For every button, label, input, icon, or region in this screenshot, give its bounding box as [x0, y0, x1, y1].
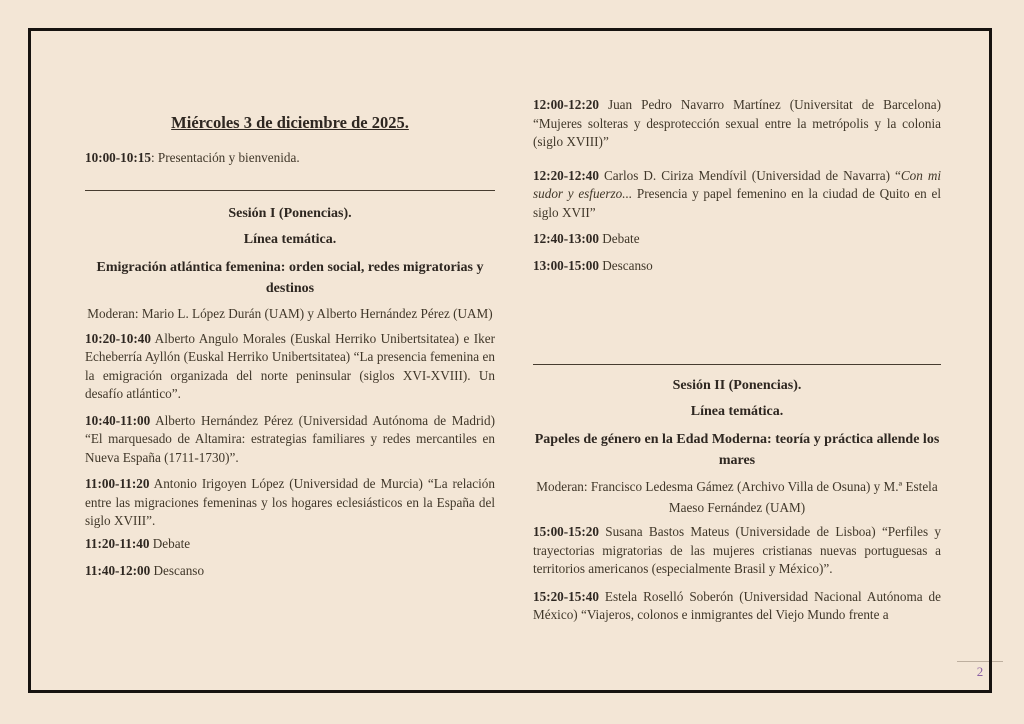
program-entry: [85, 562, 495, 581]
entry-text: Antonio Irigoyen López (Universidad de Murcia) “La relación entre las migraciones femeninas y los hogares eclesiásticos en la España del siglo XVIII”.: [85, 476, 495, 528]
page-number-block: [957, 661, 1003, 680]
session-theme: Papeles de género en la Edad Moderna: teoría y práctica allende los mares: [534, 432, 940, 468]
entry-text: Carlos D. Ciriza Mendívil (Universidad de Navarra) “: [598, 167, 901, 183]
entry-time: 12:00-12:20: [533, 97, 599, 112]
session-title: Sesión I (Ponencias).: [228, 205, 352, 221]
left-column: [85, 0, 495, 581]
program-entry: [85, 149, 495, 168]
entry-text: Debate: [598, 231, 640, 246]
program-entry: [533, 230, 941, 249]
entry-text: Descanso: [598, 257, 653, 273]
session-subtitle: Línea temática.: [690, 404, 784, 419]
entry-text: Alberto Angulo Morales (Euskal Herriko Unibertsitatea) e Iker Echeberría Ayllón (Euskal Herriko Unibertsitatea) “La presencia femenina en la emigración organizada del norte peninsular (siglos XVI-XVIII). Un desafío atlántico”.: [85, 330, 495, 401]
entry-text: Juan Pedro Navarro Martínez (Universitat de Barcelona) “Mujeres solteras y desprotección sexual entre la metrópolis y la colonia (siglo XVIII)”: [533, 97, 941, 149]
entry-time: 12:20-12:40: [533, 167, 599, 183]
session-theme: Emigración atlántica femenina: orden social, redes migratorias y destinos: [96, 259, 484, 296]
session-title: Sesión II (Ponencias).: [672, 378, 802, 393]
program-entry: [85, 475, 495, 531]
session-moderators: Moderan: Mario L. López Durán (UAM) y Alberto Hernández Pérez (UAM): [87, 305, 493, 321]
entry-paper-title-italic: Con mi sudor y esfuerzo...: [533, 167, 942, 201]
program-entry: [85, 330, 495, 404]
program-entry: [533, 257, 941, 276]
entry-text: Alberto Hernández Pérez (Universidad Autónoma de Madrid) “El marquesado de Altamira: estrategias familiares y redes mercantiles en Nueva España (1711-1730)”.: [85, 412, 495, 465]
page-number: 2: [976, 664, 984, 679]
entry-time: 10:00-10:15: [85, 150, 151, 165]
session-subtitle: Línea temática.: [243, 231, 337, 247]
entry-time: 15:00-15:20: [533, 524, 599, 539]
program-entry: [533, 96, 941, 152]
entry-time: 10:20-10:40: [85, 330, 151, 346]
entry-text: Estela Roselló Soberón (Universidad Nacional Autónoma de México) “Viajeros, colonos e inmigrantes del Viejo Mundo frente a: [533, 588, 941, 622]
section-divider: [533, 364, 941, 365]
entry-time: 11:00-11:20: [85, 476, 150, 491]
program-entry: [85, 535, 495, 554]
page-number-rule: [957, 661, 1003, 662]
right-column: [533, 0, 941, 625]
entry-time: 12:40-13:00: [533, 231, 599, 246]
entry-time: 13:00-15:00: [533, 257, 599, 273]
entry-text: : Presentación y bienvenida.: [150, 150, 300, 165]
program-entry: [85, 412, 495, 468]
entry-time: 15:20-15:40: [533, 588, 599, 604]
program-entry: [533, 167, 941, 223]
program-entry: [533, 588, 941, 625]
entry-time: 11:40-12:00: [85, 563, 151, 578]
entry-text: Debate: [149, 535, 191, 551]
program-entry: [533, 523, 941, 579]
section-divider: [85, 190, 495, 191]
entry-text: Susana Bastos Mateus (Universidade de Lisboa) “Perfiles y trayectorias migratorias de las mujeres cristianas nuevas portuguesas a territorios americanos (especialmente Brasil y México)”.: [533, 524, 941, 576]
entry-time: 10:40-11:00: [85, 412, 151, 428]
entry-text: Presencia y papel femenino en la ciudad de Quito en el siglo XVII”: [533, 186, 942, 220]
entry-time: 11:20-11:40: [85, 535, 150, 551]
entry-text: Descanso: [150, 563, 205, 578]
session-moderators: Moderan: Francisco Ledesma Gámez (Archivo Villa de Osuna) y M.ª Estela Maeso Fernández (UAM): [536, 479, 938, 515]
date-heading: Miércoles 3 de diciembre de 2025.: [171, 113, 409, 132]
